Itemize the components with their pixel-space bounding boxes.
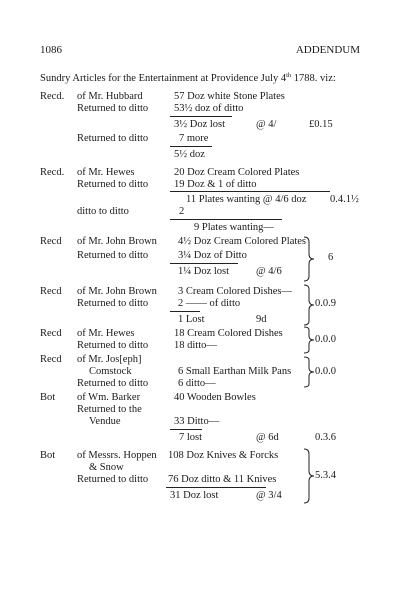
entry-item: 18 Cream Colored Dishes: [174, 328, 283, 339]
entry-source: of Mr. John Brown: [77, 236, 157, 247]
entry-item: 18 ditto—: [174, 340, 217, 351]
entry-type: Recd: [40, 328, 62, 339]
curly-brace-icon: [302, 326, 316, 354]
entry-amount: 6: [328, 252, 334, 263]
sum-rule: [170, 146, 212, 147]
entry-return: Returned to ditto: [77, 179, 149, 190]
entry-source: of Wm. Barker: [77, 392, 141, 403]
sum-rule: [170, 429, 202, 430]
entry-lost: 3½ Doz lost: [174, 119, 226, 130]
sum-rule: [166, 487, 266, 488]
entry-item: 19 Doz & 1 of ditto: [174, 179, 257, 190]
entry-source: of Mr. Hewes: [77, 328, 135, 339]
entry-item: 76 Doz ditto & 11 Knives: [168, 474, 277, 485]
curly-brace-icon: [302, 236, 316, 282]
curly-brace-icon: [302, 448, 316, 504]
entry-type: Bot: [40, 392, 56, 403]
entry-item: 6 ditto—: [178, 378, 216, 389]
entry-item: 33 Ditto—: [174, 416, 220, 427]
curly-brace-icon: [302, 356, 316, 388]
sum-rule: [170, 191, 330, 192]
entry-rate: @ 4/6: [256, 266, 282, 277]
entry-type: Recd.: [40, 167, 65, 178]
entry-item: 108 Doz Knives & Forcks: [168, 450, 279, 461]
entry-item: 4½ Doz Cream Colored Plates: [178, 236, 307, 247]
page-title: Sundry Articles for the Entertainment at Providence July 4th 1788. viz:: [40, 72, 336, 84]
entry-item: 53½ doz of ditto: [174, 103, 244, 114]
entry-amount: 0.0.9: [315, 298, 336, 309]
entry-rate: @ 3/4: [256, 490, 282, 501]
entry-source: of Messrs. Hoppen: [77, 450, 157, 461]
entry-lost: 5½ doz: [174, 149, 205, 160]
entry-type: Recd.: [40, 91, 65, 102]
entry-amount: 0.3.6: [315, 432, 336, 443]
entry-item: 2: [179, 206, 185, 217]
entry-amount: £0.15: [309, 119, 333, 130]
entry-source: of Mr. Hewes: [77, 167, 135, 178]
entry-lost: 31 Doz lost: [170, 490, 219, 501]
entry-return: Returned to ditto: [77, 474, 149, 485]
entry-lost: 1¼ Doz lost: [178, 266, 230, 277]
curly-brace-icon: [302, 284, 316, 326]
entry-source: of Mr. Jos[eph]: [77, 354, 142, 365]
entry-rate: 9d: [256, 314, 267, 325]
entry-return: Returned to ditto: [77, 378, 149, 389]
entry-return: Returned to ditto: [77, 133, 149, 144]
entry-type: Recd: [40, 236, 62, 247]
entry-return: Returned to ditto: [77, 103, 149, 114]
sum-rule: [170, 219, 282, 220]
entry-item: 57 Doz white Stone Plates: [174, 91, 285, 102]
sum-rule: [170, 116, 232, 117]
entry-item: 2 —— of ditto: [178, 298, 241, 309]
entry-lost: 7 lost: [179, 432, 203, 443]
entry-return: ditto to ditto: [77, 206, 129, 217]
page-number: 1086: [40, 44, 62, 56]
entry-lost: 11 Plates wanting @ 4/6 doz: [186, 194, 307, 205]
entry-lost: 1 Lost: [178, 314, 205, 325]
entry-source: of Mr. Hubbard: [77, 91, 143, 102]
entry-rate: @ 4/: [256, 119, 277, 130]
entry-item: 40 Wooden Bowles: [174, 392, 256, 403]
entry-return: Returned to the: [77, 404, 142, 415]
sum-rule: [170, 311, 200, 312]
entry-return: Returned to ditto: [77, 298, 149, 309]
entry-type: Recd: [40, 286, 62, 297]
entry-item: 20 Doz Cream Colored Plates: [174, 167, 300, 178]
entry-item: 6 Small Earthan Milk Pans: [178, 366, 292, 377]
sum-rule: [170, 263, 238, 264]
entry-return: Returned to ditto: [77, 250, 149, 261]
entry-amount: 0.0.0: [315, 366, 336, 377]
entry-return: Returned to ditto: [77, 340, 149, 351]
entry-return: Vendue: [89, 416, 121, 427]
entry-item: 3¼ Doz of Ditto: [178, 250, 247, 261]
running-title: ADDENDUM: [295, 44, 360, 56]
entry-item: 3 Cream Colored Dishes—: [178, 286, 293, 297]
entry-type: Bot: [40, 450, 56, 461]
entry-lost: 9 Plates wanting—: [194, 222, 274, 233]
entry-source: Comstock: [89, 366, 132, 377]
entry-source: of Mr. John Brown: [77, 286, 157, 297]
entry-amount: 0.0.0: [315, 334, 336, 345]
entry-rate: @ 6d: [256, 432, 279, 443]
entry-type: Recd: [40, 354, 62, 365]
entry-item: 7 more: [179, 133, 209, 144]
entry-amount: 5.3.4: [315, 470, 336, 481]
entry-amount: 0.4.1½: [330, 194, 359, 205]
entry-source: & Snow: [89, 462, 124, 473]
